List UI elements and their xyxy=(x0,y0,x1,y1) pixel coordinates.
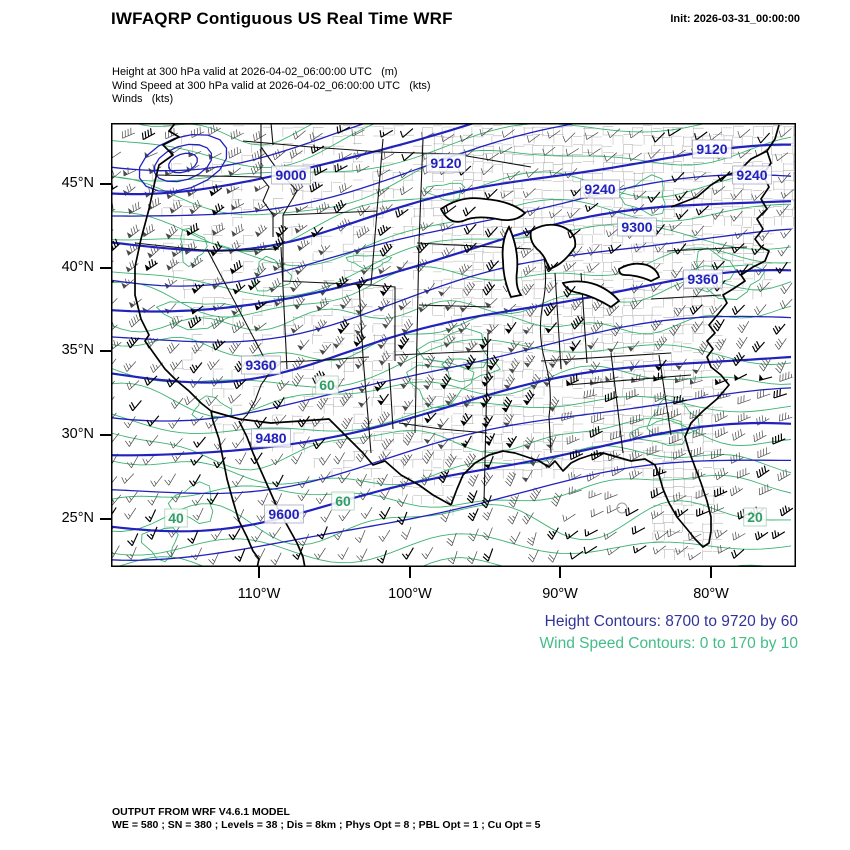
model-version-line: OUTPUT FROM WRF V4.6.1 MODEL xyxy=(112,806,290,818)
contour-label xyxy=(272,166,311,184)
lon-tick-label: 100°W xyxy=(388,586,432,602)
winds-field-line: Winds (kts) xyxy=(112,93,174,105)
contour-legend xyxy=(540,611,799,655)
lat-tick-label: 40°N xyxy=(61,259,94,275)
contour-label xyxy=(252,429,291,447)
lon-tick-label: 90°W xyxy=(542,586,578,602)
wrf-contour-map xyxy=(111,123,796,567)
lat-tick xyxy=(100,267,111,269)
contour-label xyxy=(618,218,657,236)
init-time-label: Init: 2026-03-31_00:00:00 xyxy=(670,13,800,25)
lon-tick xyxy=(710,567,712,578)
lon-tick xyxy=(258,567,260,578)
lat-tick-label: 30°N xyxy=(61,426,94,442)
model-footer xyxy=(112,806,540,831)
svg-text:9240: 9240 xyxy=(736,167,768,183)
windspeed-field-line: Wind Speed at 300 hPa valid at 2026-04-02_06:00:00 UTC (kts) xyxy=(112,79,431,92)
svg-text:9600: 9600 xyxy=(268,506,300,522)
lat-tick-label: 45°N xyxy=(61,175,94,191)
lat-tick xyxy=(100,183,111,185)
svg-text:9000: 9000 xyxy=(275,167,307,183)
svg-text:9240: 9240 xyxy=(584,181,616,197)
height-contour-legend: Height Contours: 8700 to 9720 by 60 xyxy=(544,613,798,630)
lat-tick xyxy=(100,434,111,436)
svg-text:9120: 9120 xyxy=(696,141,728,157)
contour-label xyxy=(265,505,304,523)
height-field-line: Height at 300 hPa valid at 2026-04-02_06:00:00 UTC (m) xyxy=(112,66,398,78)
contour-label xyxy=(693,140,732,158)
lon-tick-label: 80°W xyxy=(693,586,729,602)
contour-label xyxy=(684,270,723,288)
contour-label xyxy=(581,180,620,198)
lon-tick-label: 110°W xyxy=(237,586,281,602)
contour-label xyxy=(733,166,772,184)
contour-label xyxy=(242,356,281,374)
contour-label xyxy=(744,508,766,526)
svg-text:9360: 9360 xyxy=(687,271,719,287)
svg-text:9480: 9480 xyxy=(255,430,287,446)
svg-text:9300: 9300 xyxy=(621,219,653,235)
wind-contour-legend: Wind Speed Contours: 0 to 170 by 10 xyxy=(539,635,798,652)
lat-tick-label: 35°N xyxy=(61,342,94,358)
lon-tick xyxy=(559,567,561,578)
lon-tick xyxy=(409,567,411,578)
svg-text:40: 40 xyxy=(168,510,184,526)
svg-text:20: 20 xyxy=(747,509,763,525)
svg-text:60: 60 xyxy=(335,493,351,509)
contour-label xyxy=(427,154,466,172)
svg-text:9120: 9120 xyxy=(430,155,462,171)
page-title: IWFAQRP Contiguous US Real Time WRF xyxy=(111,9,453,28)
lat-tick-label: 25°N xyxy=(61,510,94,526)
svg-text:9360: 9360 xyxy=(245,357,277,373)
lat-tick xyxy=(100,350,111,352)
contour-label xyxy=(165,509,187,527)
lat-tick xyxy=(100,518,111,520)
contour-label xyxy=(316,376,338,394)
map-area xyxy=(111,123,796,567)
contour-label xyxy=(332,492,354,510)
model-config-line: WE = 580 ; SN = 380 ; Levels = 38 ; Dis = 8km ; Phys Opt = 8 ; PBL Opt = 1 ; Cu Opt = 5 xyxy=(112,818,541,831)
field-description xyxy=(112,66,431,107)
svg-text:60: 60 xyxy=(319,377,335,393)
